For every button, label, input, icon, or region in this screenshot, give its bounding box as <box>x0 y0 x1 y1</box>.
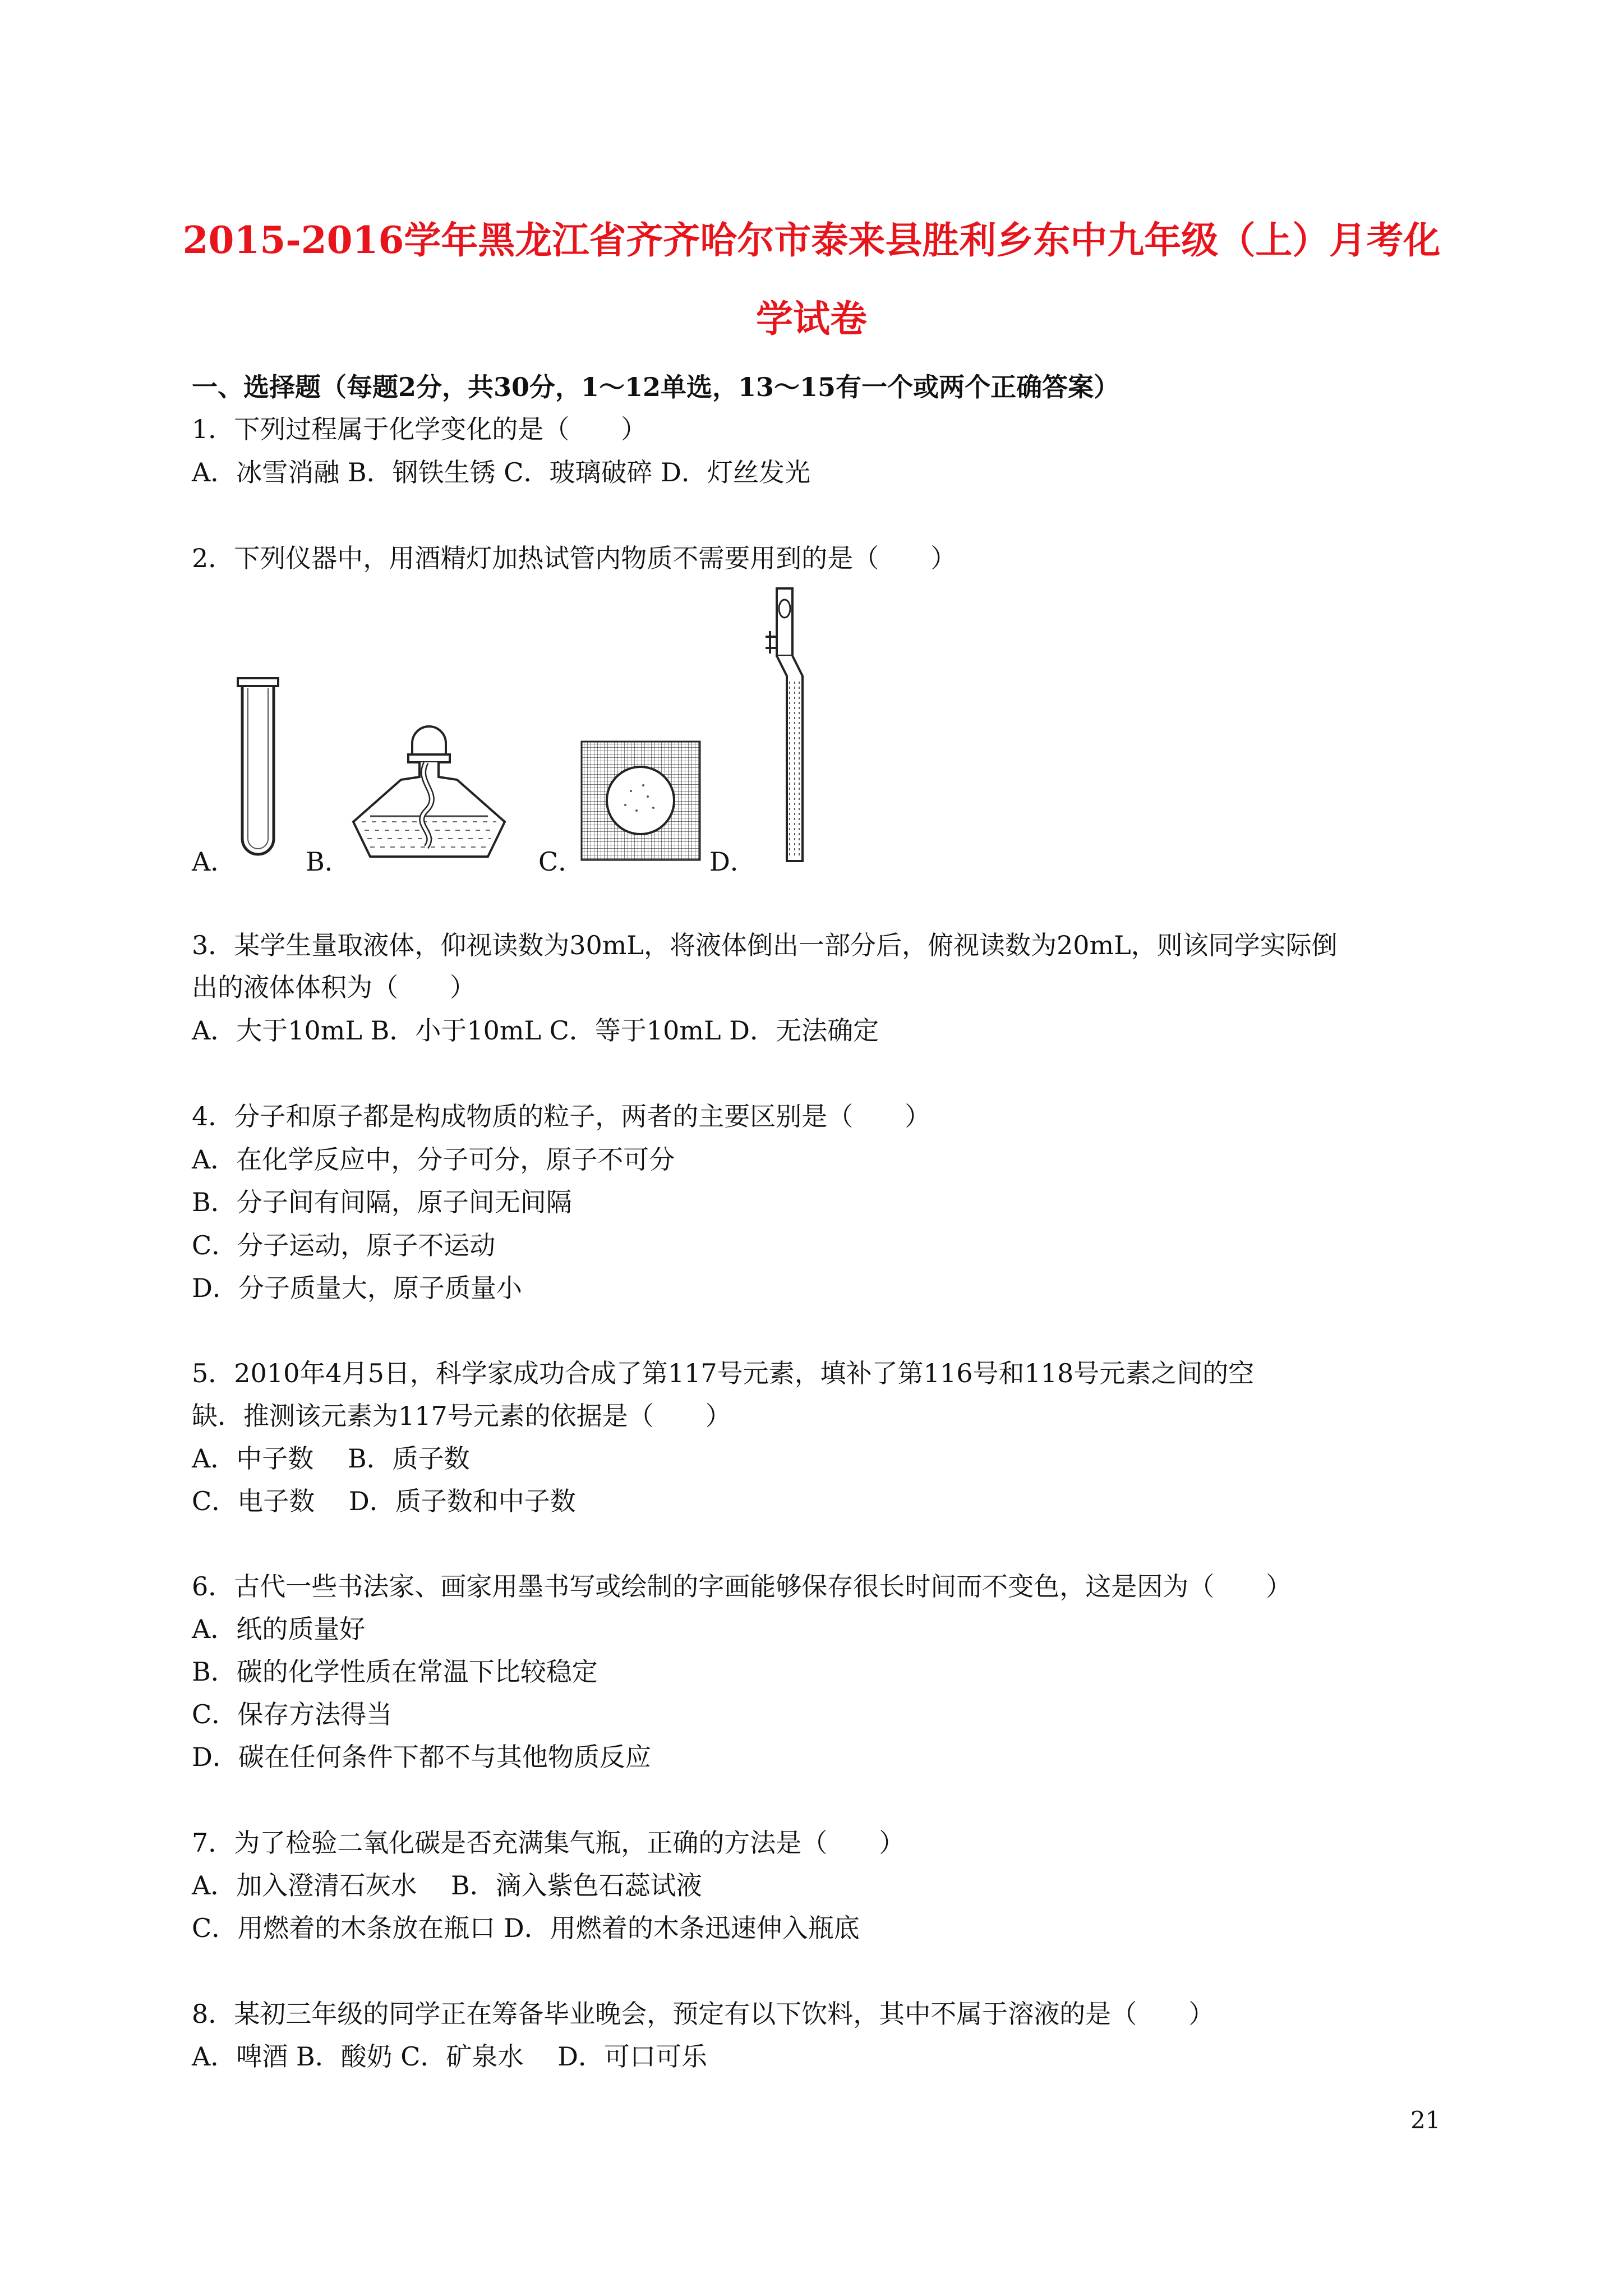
question-4-option-a: A．在化学反应中，分子可分，原子不可分 <box>192 1144 675 1175</box>
question-3-stem-line1: 3．某学生量取液体，仰视读数为30mL，将液体倒出一部分后，俯视读数为20mL，则该同学实际倒 <box>192 930 1338 960</box>
question-5-options-row1: A．中子数 B．质子数 <box>192 1443 470 1474</box>
page-title-line2: 学试卷 <box>756 297 867 341</box>
question-4-stem: 4．分子和原子都是构成物质的粒子，两者的主要区别是（ ） <box>192 1101 931 1131</box>
question-7-options-row2: C．用燃着的木条放在瓶口 D．用燃着的木条迅速伸入瓶底 <box>192 1913 860 1943</box>
question-5-options-row2: C．电子数 D．质子数和中子数 <box>192 1486 576 1516</box>
question-7-options-row1: A．加入澄清石灰水 B．滴入紫色石蕊试液 <box>192 1870 702 1901</box>
question-1-stem: 1．下列过程属于化学变化的是（ ） <box>192 414 647 444</box>
question-4-option-d: D．分子质量大，原子质量小 <box>192 1273 522 1303</box>
question-3-options: A．大于10mL B．小于10mL C．等于10mL D．无法确定 <box>192 1015 879 1046</box>
question-2-option-b-label: B． <box>306 846 351 877</box>
question-6-stem: 6．古代一些书法家、画家用墨书写或绘制的字画能够保存很长时间而不变色，这是因为（ ） <box>192 1571 1292 1602</box>
question-6-option-a: A．纸的质量好 <box>192 1614 366 1644</box>
question-2-stem: 2．下列仪器中，用酒精灯加热试管内物质不需要用到的是（ ） <box>192 543 957 573</box>
question-5-stem-line2: 缺．推测该元素为117号元素的依据是（ ） <box>192 1401 731 1431</box>
question-8-options: A．啤酒 B．酸奶 C．矿泉水 D．可口可乐 <box>192 2041 707 2072</box>
question-1-options: A．冰雪消融 B．钢铁生锈 C．玻璃破碎 D．灯丝发光 <box>192 457 810 487</box>
page-number: 21 <box>1410 2106 1441 2134</box>
question-2-option-d-label: D． <box>709 846 756 877</box>
question-2-option-a-label: A． <box>192 846 237 877</box>
question-4-option-c: C．分子运动，原子不运动 <box>192 1230 496 1260</box>
question-8-stem: 8．某初三年级的同学正在筹备毕业晚会，预定有以下饮料，其中不属于溶液的是（ ） <box>192 1999 1215 2029</box>
page-title-line1: 2015-2016学年黑龙江省齐齐哈尔市泰来县胜利乡东中九年级（上）月考化 <box>182 218 1441 262</box>
test-tube-icon <box>236 676 280 867</box>
question-4-option-b: B．分子间有间隔，原子间无间隔 <box>192 1187 572 1217</box>
question-6-option-b: B．碳的化学性质在常温下比较稳定 <box>192 1657 598 1687</box>
question-6-option-c: C．保存方法得当 <box>192 1699 393 1729</box>
question-5-stem-line1: 5．2010年4月5日，科学家成功合成了第117号元素，填补了第116号和118号元素之间的空 <box>192 1358 1255 1388</box>
test-tube-holder-icon <box>754 586 822 867</box>
question-6-option-d: D．碳在任何条件下都不与其他物质反应 <box>192 1742 651 1772</box>
asbestos-gauze-icon <box>580 740 701 861</box>
question-7-stem: 7．为了检验二氧化碳是否充满集气瓶，正确的方法是（ ） <box>192 1828 905 1858</box>
section-heading: 一、选择题（每题2分，共30分，1～12单选，13～15有一个或两个正确答案） <box>192 372 1120 402</box>
question-3-stem-line2: 出的液体体积为（ ） <box>192 972 476 1002</box>
alcohol-lamp-icon <box>348 710 510 867</box>
question-2-option-c-label: C． <box>538 846 584 877</box>
